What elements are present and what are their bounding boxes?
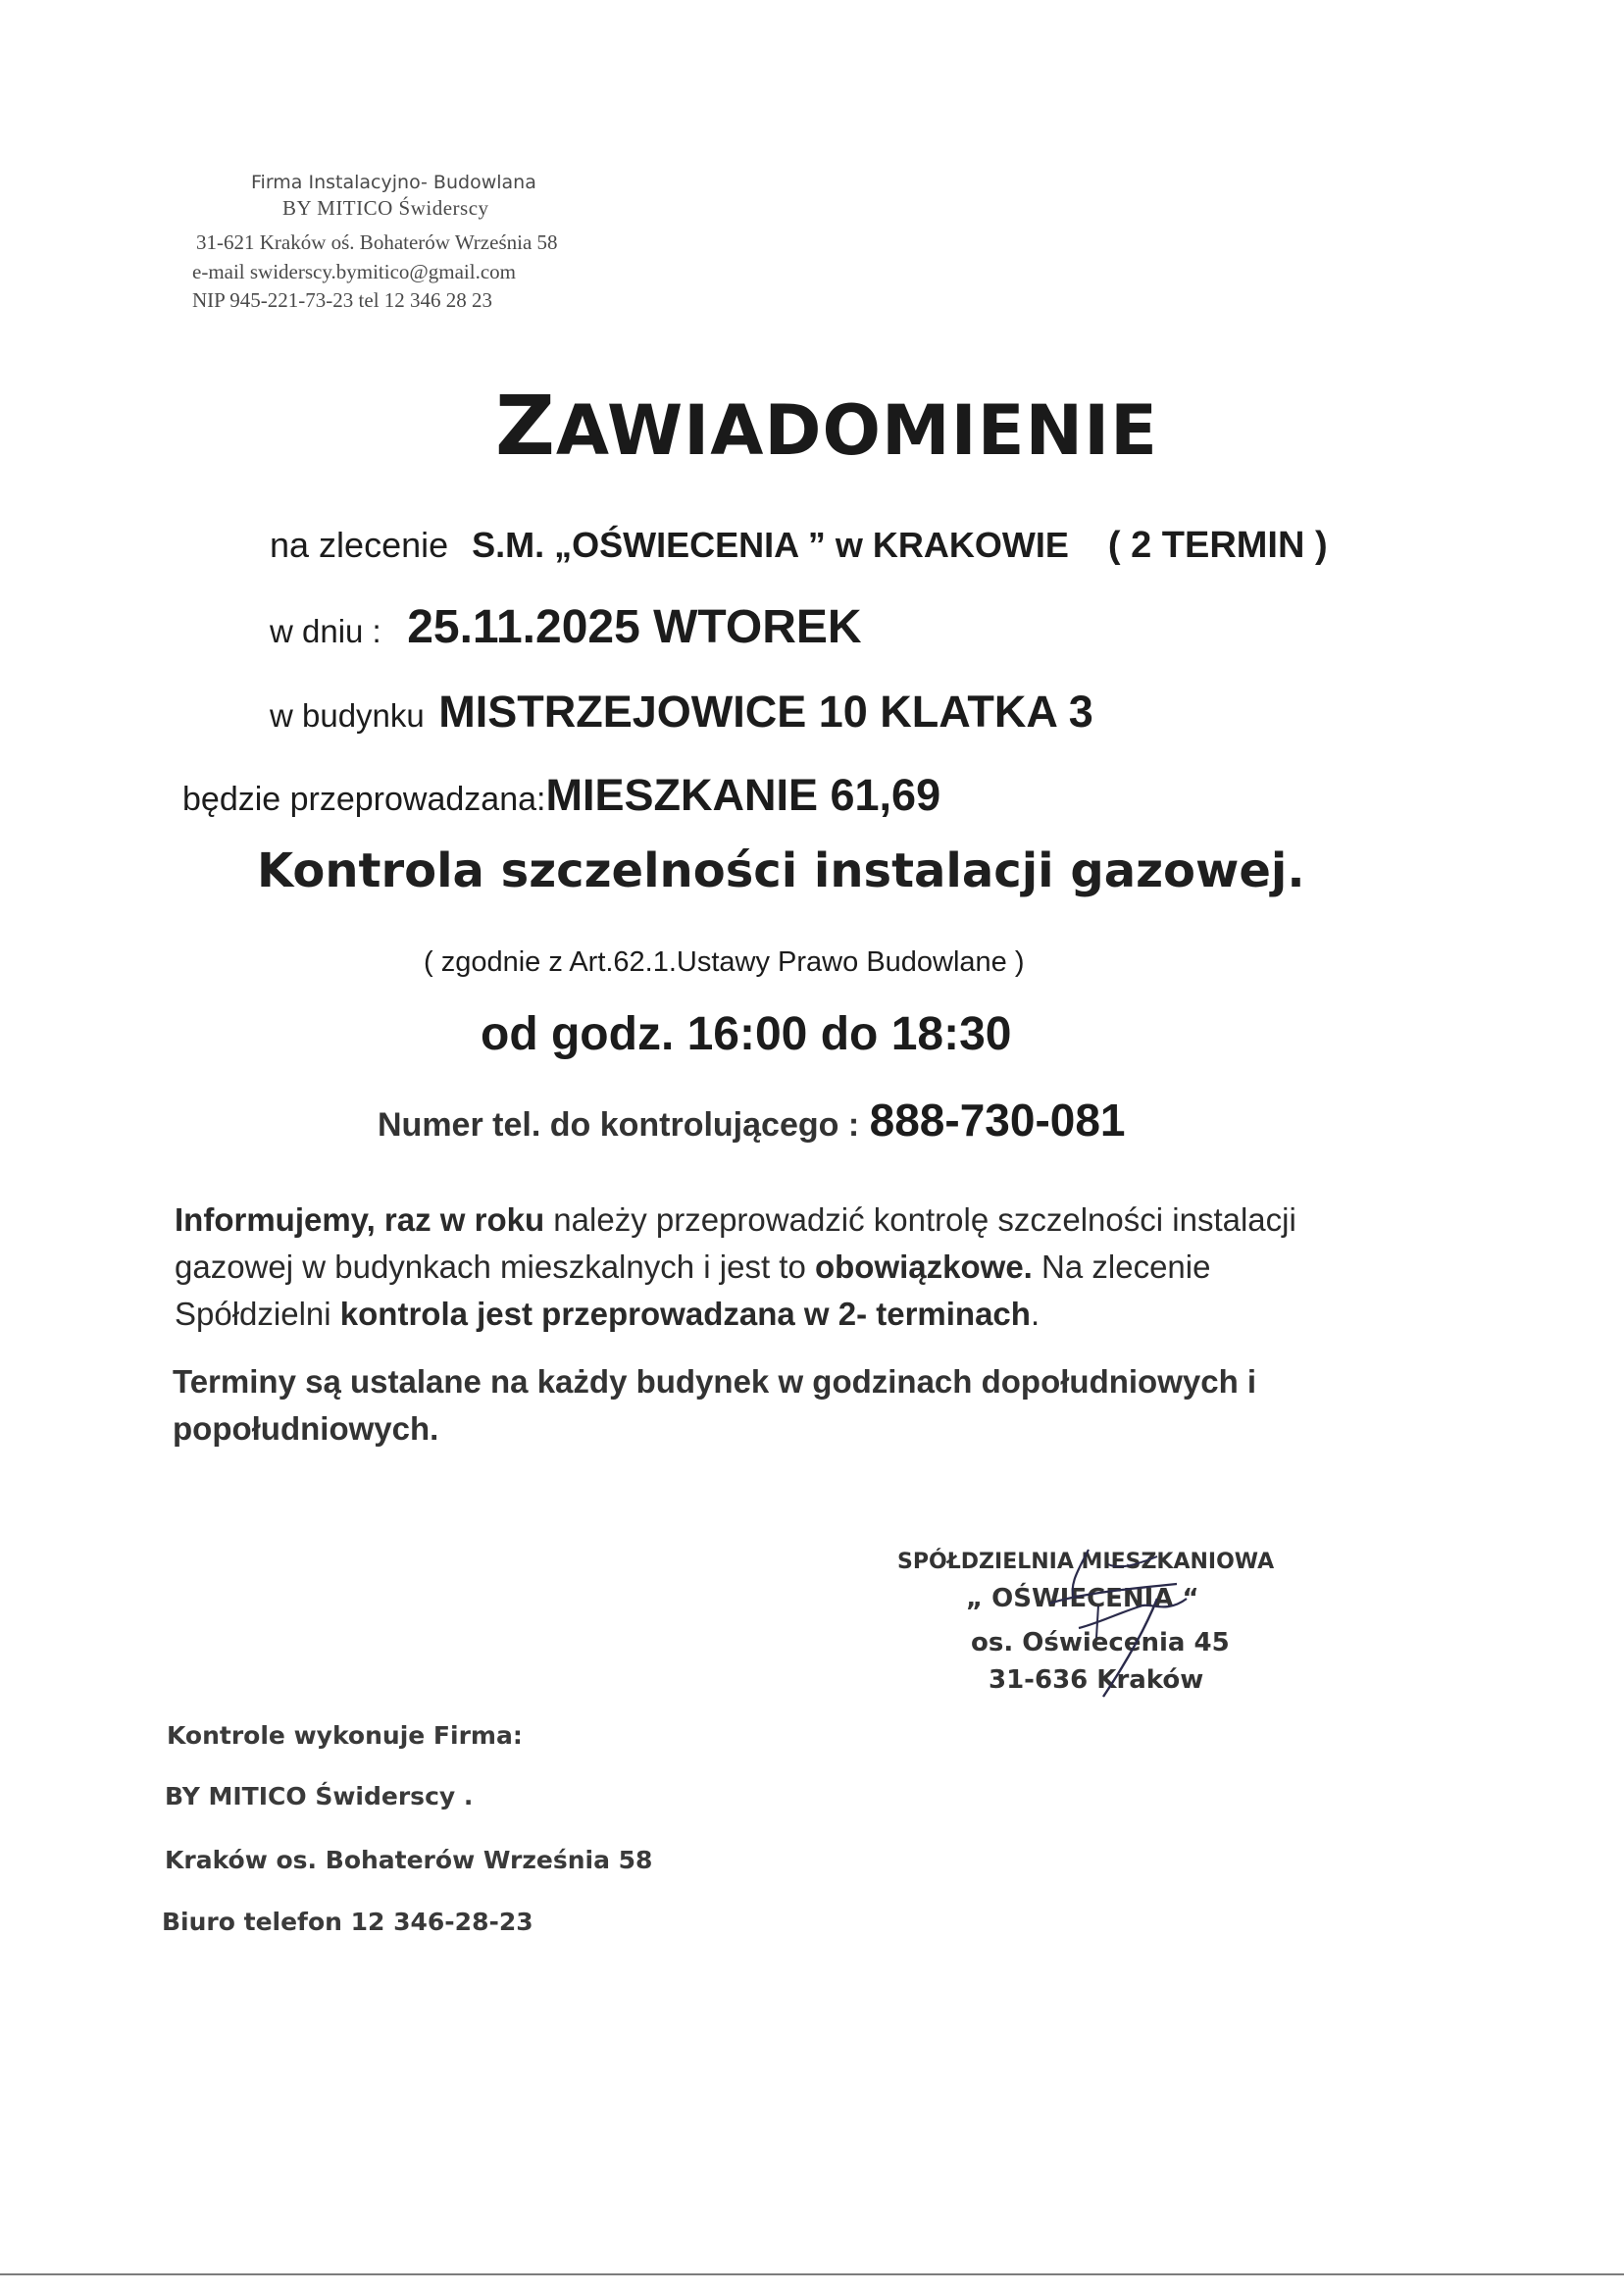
order-term: ( 2 TERMIN ) — [1107, 525, 1328, 566]
page-title — [495, 378, 1158, 474]
legal-basis: ( zgodnie z Art.62.1.Ustawy Prawo Budowlane ) — [424, 946, 1025, 978]
contractor-line-2: BY MITICO Świderscy . — [165, 1782, 474, 1810]
hours: od godz. 16:00 do 18:30 — [481, 1008, 1012, 1060]
phone-label: Numer tel. do kontrolującego : — [378, 1106, 860, 1144]
building-value: MISTRZEJOWICE 10 KLATKA 3 — [438, 687, 1093, 737]
info-paragraph — [175, 1197, 1296, 1338]
letterhead-nip-phone: NIP 945-221-73-23 tel 12 346 28 23 — [192, 288, 493, 312]
date-value: 25.11.2025 WTOREK — [407, 601, 862, 653]
title-first-letter: Z — [495, 378, 556, 474]
contractor-line-1: Kontrole wykonuje Firma: — [167, 1721, 523, 1750]
info-text-1: należy przeprowadzić kontrolę szczelności instalacji — [544, 1201, 1296, 1238]
contractor-line-4: Biuro telefon 12 346-28-23 — [162, 1908, 533, 1936]
phone-value: 888-730-081 — [869, 1095, 1126, 1146]
schedule-line-1: Terminy są ustalane na każdy budynek w godzinach dopołudniowych i — [173, 1363, 1257, 1400]
apartment-label: będzie przeprowadzana: — [182, 781, 546, 818]
schedule-paragraph — [173, 1358, 1256, 1453]
stamp-line-4: 31-636 Kraków — [989, 1665, 1204, 1695]
order-value: S.M. „OŚWIECENIA ” w KRAKOWIE — [472, 525, 1069, 565]
apartment-line — [182, 770, 940, 821]
stamp-line-3: os. Oświecenia 45 — [971, 1628, 1230, 1657]
order-label: na zlecenie — [270, 525, 449, 565]
info-text-5: . — [1030, 1296, 1040, 1332]
info-bold-3: kontrola jest przeprowadzana w 2- terminach — [339, 1296, 1031, 1332]
info-text-4: Spółdzielni — [175, 1296, 340, 1332]
info-bold-1: Informujemy, raz w roku — [175, 1201, 545, 1238]
building-label: w budynku — [270, 697, 425, 734]
date-label: w dniu : — [270, 613, 381, 649]
info-bold-2: obowiązkowe. — [814, 1249, 1033, 1285]
inspector-phone-line — [378, 1094, 1126, 1147]
contractor-line-3: Kraków os. Bohaterów Września 58 — [165, 1846, 653, 1874]
apartment-value: MIESZKANIE 61,69 — [545, 770, 941, 820]
stamp-line-1: SPÓŁDZIELNIA MIESZKANIOWA — [897, 1550, 1275, 1574]
letterhead-address: 31-621 Kraków oś. Bohaterów Września 58 — [196, 230, 558, 254]
date-line — [270, 600, 862, 654]
info-text-2: gazowej w budynkach mieszkalnych i jest to — [175, 1249, 815, 1285]
order-line — [270, 525, 1328, 567]
title-rest: AWIADOMIENIE — [555, 390, 1158, 471]
stamp-line-2: „ OŚWIECENIA “ — [966, 1584, 1199, 1613]
letterhead-company-name: BY MITICO Świderscy — [282, 196, 489, 220]
letterhead-email: e-mail swiderscy.bymitico@gmail.com — [192, 260, 516, 283]
letterhead-company-type: Firma Instalacyjno- Budowlana — [251, 172, 536, 193]
schedule-line-2: popołudniowych. — [173, 1410, 439, 1447]
handwritten-signature — [1020, 1545, 1245, 1711]
scan-edge-line — [0, 2273, 1624, 2275]
building-line — [270, 687, 1093, 738]
subject-heading: Kontrola szczelności instalacji gazowej. — [257, 843, 1305, 898]
info-text-3: Na zlecenie — [1032, 1249, 1211, 1285]
